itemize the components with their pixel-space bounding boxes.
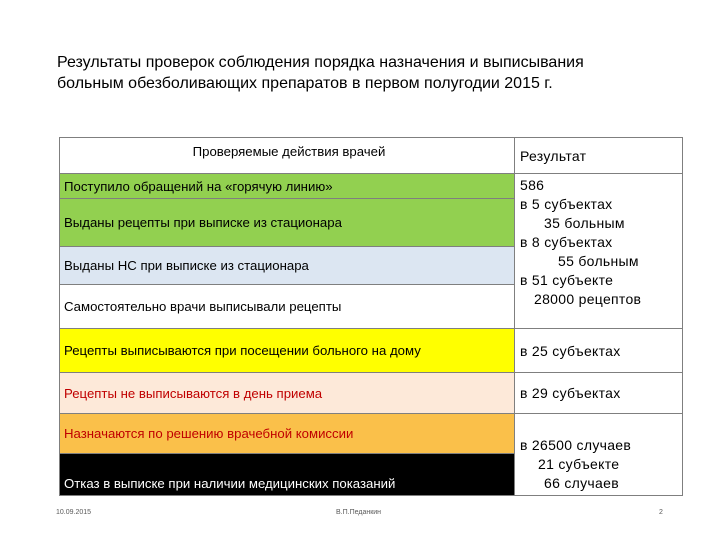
- table-row: [60, 329, 683, 373]
- table-header-row: [60, 138, 683, 174]
- result-commission: в 26500 случаев: [520, 437, 632, 453]
- footer-date: 10.09.2015: [56, 509, 92, 516]
- slide-title: [57, 52, 677, 94]
- row-action: Назначаются по решению врачебной комиссии: [60, 414, 515, 454]
- footer-author: В.П.Педанкин: [336, 509, 382, 516]
- result-refusal-cases: 66 случаев: [544, 475, 619, 491]
- result-prescriptions-subjects: в 5 субъектах: [520, 196, 613, 212]
- row-action: Отказ в выписке при наличии медицинских показаний: [60, 454, 515, 496]
- footer-page-number: 2: [659, 509, 663, 516]
- title-line-1: Результаты проверок соблюдения порядка назначения и выписывания: [57, 54, 584, 71]
- row-result: в 25 субъектах: [515, 329, 683, 373]
- result-doctors-prescriptions: 28000 рецептов: [534, 291, 642, 307]
- result-ns-patients: 55 больным: [558, 253, 639, 269]
- results-table: [59, 137, 683, 496]
- header-action: Проверяемые действия врачей: [60, 138, 515, 174]
- row-action: Выданы рецепты при выписке из стационара: [60, 199, 515, 247]
- row-result: в 29 субъектах: [515, 373, 683, 414]
- row-action: Поступило обращений на «горячую линию»: [60, 174, 515, 199]
- result-refusal-subjects: 21 субъекте: [538, 456, 620, 472]
- combined-result-cell-bottom: [515, 414, 683, 496]
- header-result: [515, 138, 683, 174]
- result-hotline: 586: [520, 177, 545, 193]
- row-action: Выданы НС при выписке из стационара: [60, 247, 515, 285]
- row-action: Рецепты не выписываются в день приема: [60, 373, 515, 414]
- result-ns-subjects: в 8 субъектах: [520, 234, 613, 250]
- row-action: Самостоятельно врачи выписывали рецепты: [60, 285, 515, 329]
- row-action: Рецепты выписываются при посещении больного на дому: [60, 329, 515, 373]
- title-line-2: больным обезболивающих препаратов в первом полугодии 2015 г.: [57, 75, 553, 92]
- result-doctors-subjects: в 51 субъекте: [520, 272, 614, 288]
- result-prescriptions-patients: 35 больным: [544, 215, 625, 231]
- combined-result-cell: [515, 174, 683, 329]
- table-row: [60, 414, 683, 454]
- table-row: [60, 174, 683, 199]
- table-row: [60, 373, 683, 414]
- header-result-label: Результат: [520, 147, 587, 164]
